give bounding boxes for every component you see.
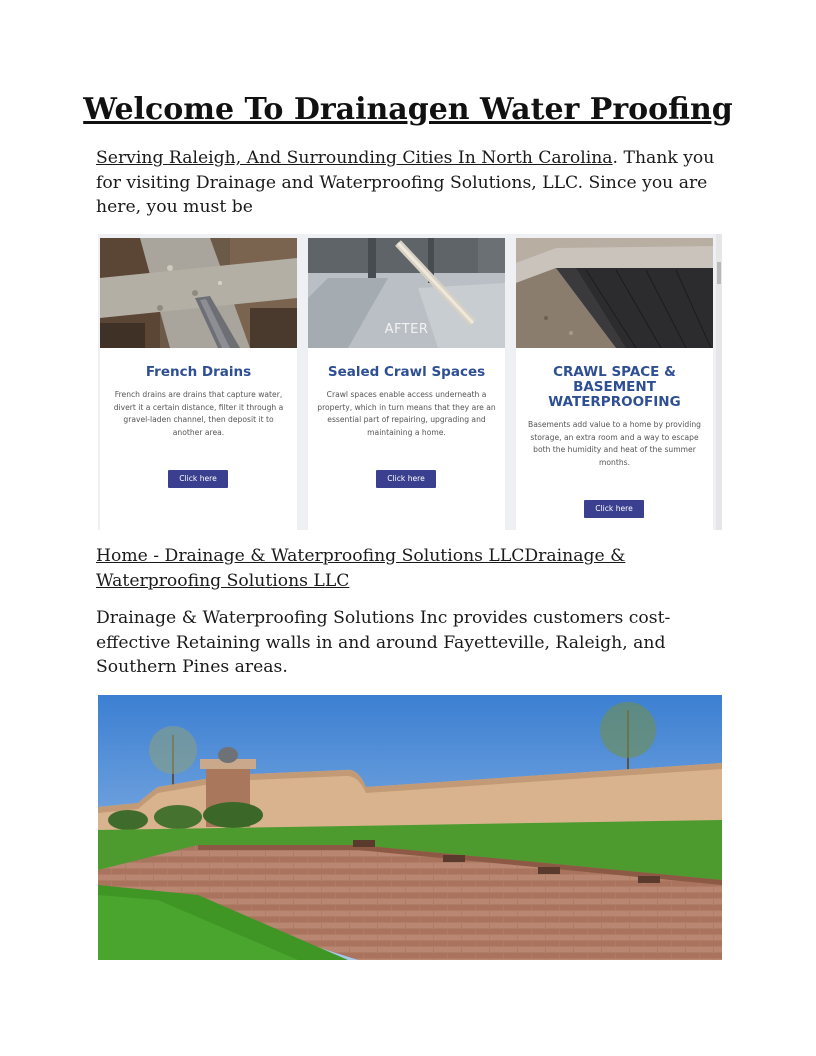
retaining-walls-paragraph: Drainage & Waterproofing Solutions Inc provides customers cost-effective Retaining walls in and around Fayetteville, Raleigh, and Southern Pines areas. [96,608,671,677]
service-card-crawl-spaces [308,238,505,530]
card-title: French Drains [145,364,252,380]
scrollbar[interactable] [716,234,722,530]
services-image [98,234,722,530]
after-label: AFTER [384,322,429,337]
service-card-basement-waterproofing [516,238,713,530]
crawl-spaces-click-button[interactable]: Click here [376,470,436,488]
intro-paragraph [96,146,720,220]
scrollbar-thumb[interactable] [717,262,721,284]
french-drains-click-button[interactable]: Click here [168,470,228,488]
service-card-french-drains [100,238,297,530]
intro-text: . Thank you for visiting Drainage and Waterproofing Solutions, LLC. Since you are here, you must be [96,148,715,217]
home-link[interactable]: Home - Drainage & Waterproofing Solutions LLCDrainage & Waterproofing Solutions LLC [96,546,626,591]
basement-waterproofing-click-button[interactable]: Click here [584,500,644,518]
crawl-space-photo [308,238,505,348]
card-description: Basements add value to a home by providing storage, an extra room and a way to escape both the humidity and heat of the summer months. [528,420,701,467]
french-drain-photo [100,238,297,348]
basement-waterproofing-photo [516,238,713,348]
card-description: Crawl spaces enable access underneath a property, which in turn means that they are an essential part of repairing, upgrading and maintaining a home. [317,390,496,437]
card-description: French drains are drains that capture water, divert it a certain distance, filter it through a gravel-laden channel, then deposit it to another area. [113,390,284,437]
page-title: Welcome To Drainagen Water Proofing [83,92,733,127]
retaining-wall-photo [98,695,722,960]
card-title: CRAWL SPACE & BASEMENT WATERPROOFING [548,364,681,410]
serving-cities-link[interactable]: Serving Raleigh, And Surrounding Cities In North Carolina [96,148,613,168]
card-title: Sealed Crawl Spaces [327,364,486,380]
home-link-paragraph [96,544,720,593]
